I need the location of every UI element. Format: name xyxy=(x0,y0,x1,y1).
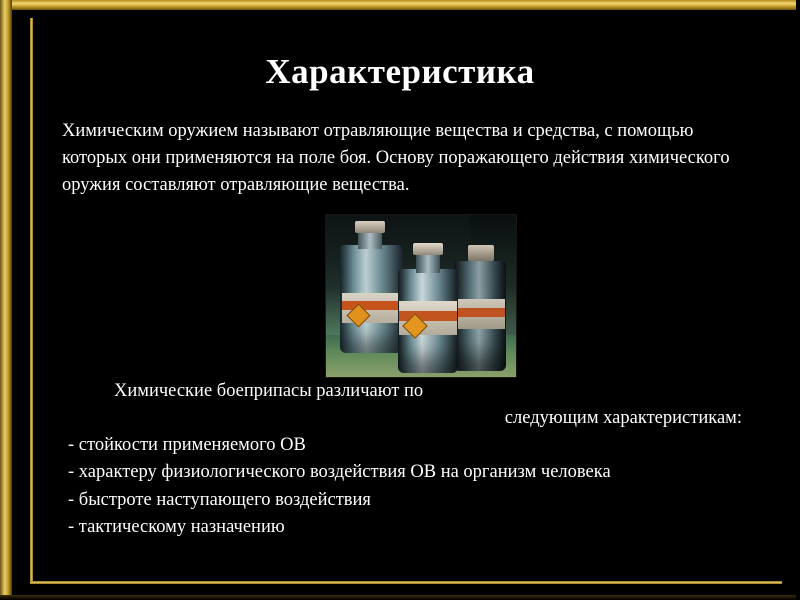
list-item: - стойкости применяемого ОВ xyxy=(68,435,306,455)
intro-paragraph: Химическим оружием называют отравляющие вещества и средства, с помощью которых они применяются на поле боя. Основу поражающего действия химического оружия составляют отравляющие вещества. xyxy=(62,121,730,196)
list-item: - тактическому назначению xyxy=(68,517,285,538)
bottle-left-cap xyxy=(355,221,385,233)
bullet-list xyxy=(68,432,768,542)
chemical-bottles-photo xyxy=(325,214,517,378)
bottle-left-label-stripe xyxy=(342,301,400,310)
intro-paragraph-block xyxy=(62,118,742,200)
subheading-line-1: Химические боеприпасы различают по xyxy=(114,381,424,401)
bottle-center-cap xyxy=(413,243,443,255)
list-item: - быстроте наступающего воздействия xyxy=(68,489,371,510)
subheading-line-2: следующим характеристикам: xyxy=(504,408,742,428)
page-title: Характеристика xyxy=(265,52,535,91)
bottle-right-cap xyxy=(468,245,494,261)
list-item: - характеру физиологического воздействия ОВ на организм человека xyxy=(68,462,611,483)
bottle-right-label-stripe xyxy=(455,308,505,317)
